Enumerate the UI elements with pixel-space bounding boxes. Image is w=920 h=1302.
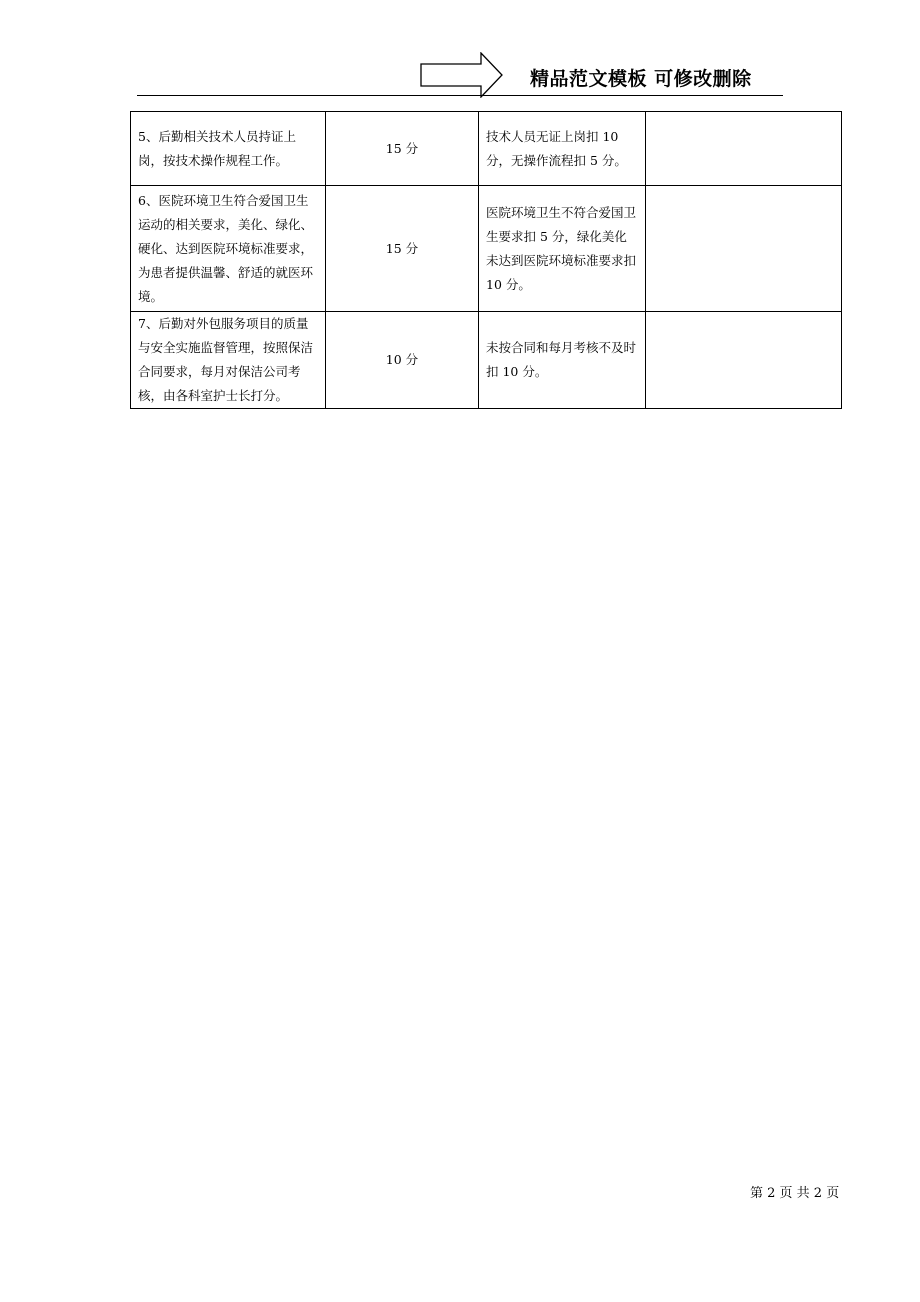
deduction-cell: 未按合同和每月考核不及时扣 10 分。	[479, 312, 646, 409]
table-row	[131, 112, 842, 186]
remark-cell	[646, 312, 842, 409]
arrow-right-icon	[420, 52, 504, 98]
item-cell: 7、后勤对外包服务项目的质量与安全实施监督管理，按照保洁合同要求，每月对保洁公司考核，由各科室护士长打分。	[131, 312, 326, 409]
deduction-cell: 技术人员无证上岗扣 10 分，无操作流程扣 5 分。	[479, 112, 646, 186]
item-cell: 5、后勤相关技术人员持证上岗，按技术操作规程工作。	[131, 112, 326, 186]
header-divider	[137, 95, 783, 96]
score-cell: 15 分	[326, 186, 479, 312]
remark-cell	[646, 112, 842, 186]
score-cell: 10 分	[326, 312, 479, 409]
header-title: 精品范文模板 可修改删除	[530, 68, 752, 90]
remark-cell	[646, 186, 842, 312]
page-number: 第 2 页 共 2 页	[750, 1186, 840, 1201]
table-row	[131, 312, 842, 409]
deduction-cell: 医院环境卫生不符合爱国卫生要求扣 5 分，绿化美化未达到医院环境标准要求扣 10 分。	[479, 186, 646, 312]
table-row	[131, 186, 842, 312]
item-cell: 6、医院环境卫生符合爱国卫生运动的相关要求，美化、绿化、硬化、达到医院环境标准要求，为患者提供温馨、舒适的就医环境。	[131, 186, 326, 312]
assessment-table	[130, 111, 842, 409]
score-cell: 15 分	[326, 112, 479, 186]
